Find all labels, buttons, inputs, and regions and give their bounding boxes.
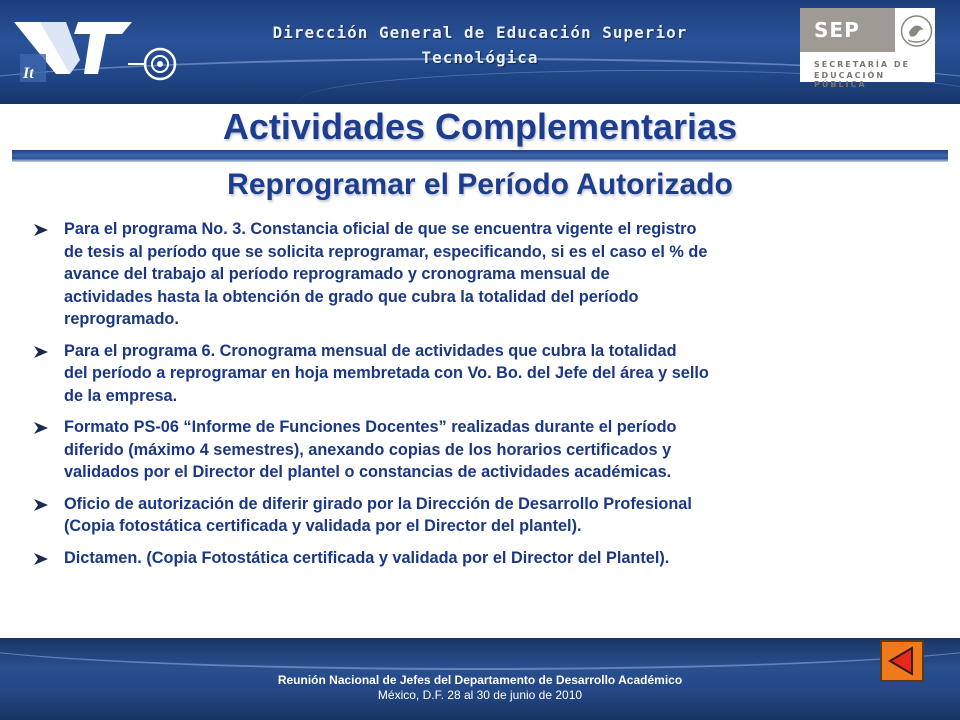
bullet-line: actividades hasta la obtención de grado que cubra la totalidad del período xyxy=(64,287,639,306)
footer-line1: Reunión Nacional de Jefes del Departamento de Desarrollo Académico xyxy=(277,673,683,687)
bullet-item xyxy=(34,416,934,484)
bullet-line: Para el programa No. 3. Constancia oficial de que se encuentra vigente el registro xyxy=(64,220,697,238)
bullet-line: de tesis al período que se solicita reprogramar, especificando, si es el caso el % de xyxy=(64,242,708,261)
bullet-line: Oficio de autorización de diferir girado por la Dirección de Desarrollo Profesional xyxy=(64,494,692,513)
bullet-item xyxy=(34,340,934,408)
bullet-line: Dictamen. (Copia Fotostática certificada y validada por el Director del Plantel). xyxy=(64,548,670,567)
bullet-line: reprogramado. xyxy=(64,310,179,328)
bullet-arrow-icon xyxy=(34,224,48,236)
page-title: Actividades Complementarias xyxy=(222,106,738,147)
header-title xyxy=(200,20,760,70)
bullet-item xyxy=(34,547,934,570)
title-rule xyxy=(12,150,948,162)
back-arrow-icon xyxy=(882,642,922,680)
bullet-line: Formato PS-06 “Informe de Funciones Docentes” realizadas durante el período xyxy=(64,418,677,436)
sep-logo xyxy=(800,8,935,89)
bullet-line: (Copia fotostática certificada y validada por el Director del plantel). xyxy=(64,517,582,535)
bullet-arrow-icon xyxy=(34,346,48,358)
footer-text xyxy=(140,673,820,703)
bullet-list xyxy=(34,218,934,578)
bullet-line: Para el programa 6. Cronograma mensual de actividades que cubra la totalidad xyxy=(64,341,677,360)
footer-line2: México, D.F. 28 al 30 de junio de 2010 xyxy=(377,688,583,702)
bullet-line: validados por el Director del plantel o constancias de actividades académicas. xyxy=(64,463,672,481)
bullet-line: diferido (máximo 4 semestres), anexando copias de los horarios certificados y xyxy=(64,440,672,459)
back-button[interactable] xyxy=(880,640,924,682)
sep-brand: SEP xyxy=(800,8,895,52)
bullet-arrow-icon xyxy=(34,553,48,565)
footer-banner xyxy=(0,638,960,720)
header-title-line2: Tecnológica xyxy=(421,48,539,67)
svg-text:It: It xyxy=(23,65,34,82)
footer-swoosh xyxy=(0,638,960,670)
header-title-line1: Dirección General de Educación Superior xyxy=(272,23,688,42)
header-banner xyxy=(0,0,960,104)
bullet-line: del período a reprogramar en hoja membretada con Vo. Bo. del Jefe del área y sello xyxy=(64,364,709,382)
bullet-line: de la empresa. xyxy=(64,386,178,405)
bullet-item xyxy=(34,493,934,538)
it-logo-icon xyxy=(10,12,190,92)
bullet-arrow-icon xyxy=(34,499,48,511)
bullet-item xyxy=(34,218,934,331)
bullet-line: avance del trabajo al período reprogramado y cronograma mensual de xyxy=(64,265,610,283)
sep-line2: EDUCACIÓN PÚBLICA xyxy=(814,71,886,89)
sep-line1: SECRETARÍA DE xyxy=(814,60,910,69)
page-subtitle: Reprogramar el Período Autorizado xyxy=(227,168,733,201)
mexico-seal-icon xyxy=(900,12,933,50)
bullet-arrow-icon xyxy=(34,422,48,434)
